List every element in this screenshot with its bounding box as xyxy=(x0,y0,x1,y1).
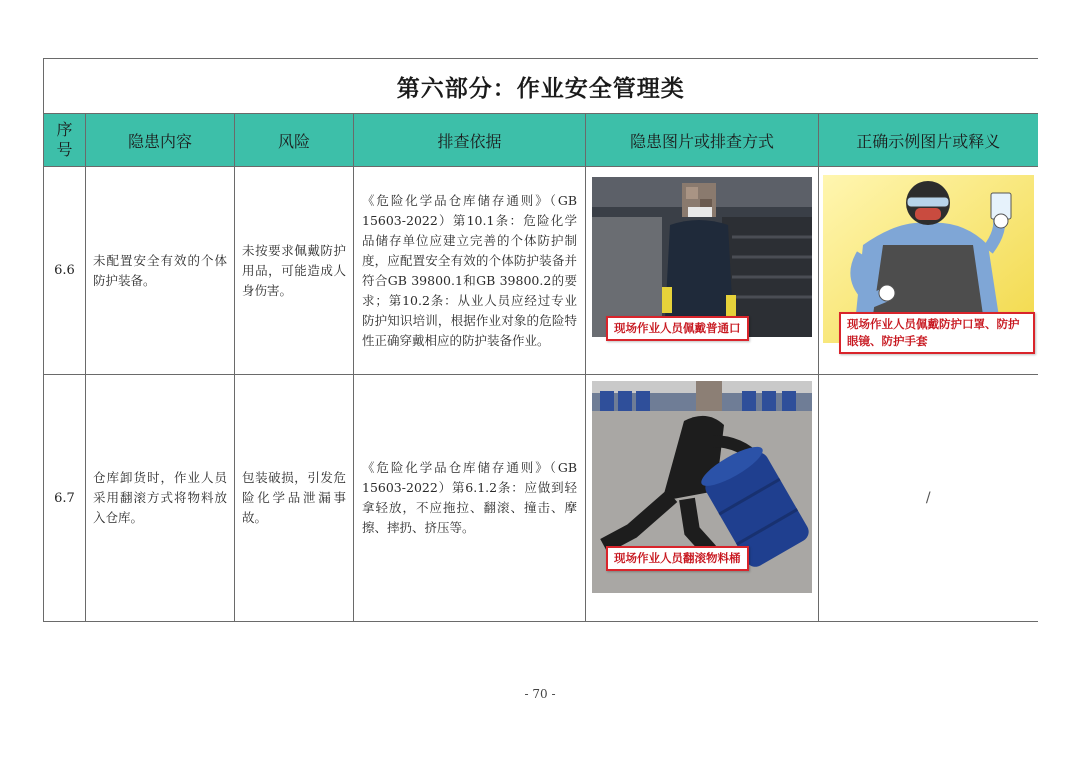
hazard-table-sheet xyxy=(43,58,1037,622)
correct-example-empty: / xyxy=(819,375,1038,622)
page-number: - 70 - xyxy=(524,687,556,701)
hazard-photo-worker-mask xyxy=(592,177,812,337)
row-seq: 6.7 xyxy=(44,375,86,622)
row-risk: 包装破损，引发危险化学品泄漏事故。 xyxy=(235,375,354,622)
hazard-photo-caption: 现场作业人员翻滚物料桶 xyxy=(606,546,749,571)
header-row xyxy=(44,114,1038,167)
correct-example-cell xyxy=(819,167,1038,375)
hazard-photo-cell xyxy=(586,375,819,622)
row-hazard: 未配置安全有效的个体防护装备。 xyxy=(86,167,235,375)
hazard-table xyxy=(43,58,1038,622)
correct-example-caption: 现场作业人员佩戴防护口罩、防护眼镜、防护手套 xyxy=(839,312,1035,354)
hazard-photo-caption: 现场作业人员佩戴普通口 xyxy=(606,316,749,341)
table-row xyxy=(44,167,1038,375)
row-basis: 《危险化学品仓库储存通则》（GB 15603-2022）第10.1条：危险化学品储存单位应建立完善的个体防护制度，应配置安全有效的个体防护装备并符合GB 39800.1和GB 39800.2的要求；第10.2条：从业人员应经过专业防护知识培训，根据作业对象的危险特性正确穿戴相应的防护装备作业。 xyxy=(354,167,586,375)
header-risk: 风险 xyxy=(235,114,354,167)
table-row xyxy=(44,375,1038,622)
hazard-photo-cell xyxy=(586,167,819,375)
header-correct: 正确示例图片或释义 xyxy=(819,114,1038,167)
section-title: 第六部分：作业安全管理类 xyxy=(44,59,1038,114)
row-risk: 未按要求佩戴防护用品，可能造成人身伤害。 xyxy=(235,167,354,375)
header-basis: 排查依据 xyxy=(354,114,586,167)
header-hazard: 隐患内容 xyxy=(86,114,235,167)
row-hazard: 仓库卸货时，作业人员采用翻滚方式将物料放入仓库。 xyxy=(86,375,235,622)
row-seq: 6.6 xyxy=(44,167,86,375)
header-seq: 序号 xyxy=(44,114,86,167)
header-image: 隐患图片或排查方式 xyxy=(586,114,819,167)
row-basis: 《危险化学品仓库储存通则》（GB 15603-2022）第6.1.2条：应做到轻拿轻放，不应拖拉、翻滚、撞击、摩擦、摔扔、挤压等。 xyxy=(354,375,586,622)
